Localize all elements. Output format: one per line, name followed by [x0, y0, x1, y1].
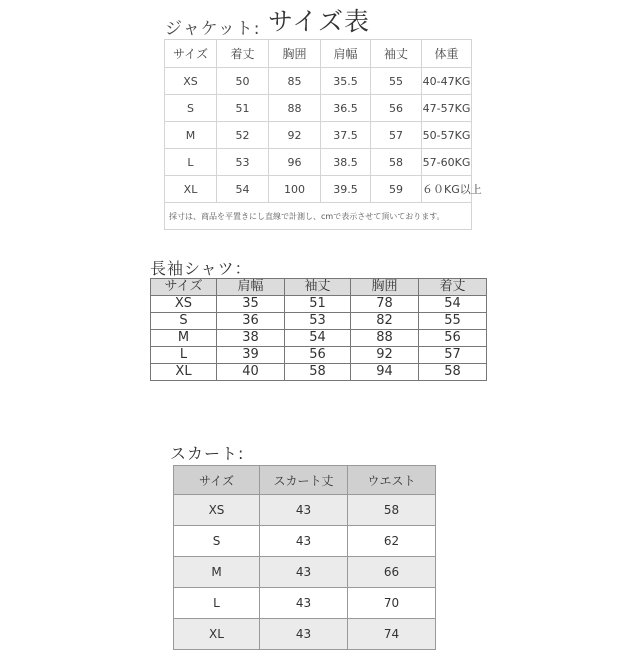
table-cell: 56 — [285, 347, 351, 364]
table-cell: 56 — [419, 330, 487, 347]
table-row — [151, 313, 487, 330]
table-cell: 62 — [348, 526, 436, 557]
skirt-size-table — [173, 465, 436, 650]
table-cell: L — [165, 149, 217, 176]
table-cell: 40 — [217, 364, 285, 381]
table-cell: 37.5 — [321, 122, 371, 149]
table-cell: 54 — [419, 296, 487, 313]
table-cell: 94 — [351, 364, 419, 381]
table-cell: XS — [174, 495, 260, 526]
table-row — [174, 588, 436, 619]
table-cell: 56 — [371, 95, 422, 122]
table-cell: XL — [165, 176, 217, 203]
jacket-label: ジャケット: — [165, 19, 261, 39]
table-cell: 43 — [260, 526, 348, 557]
table-row — [174, 526, 436, 557]
table-row — [151, 296, 487, 313]
table-cell: 53 — [285, 313, 351, 330]
table-row — [174, 619, 436, 650]
table-cell: 50-57KG — [422, 122, 472, 149]
shirt-size-table — [150, 278, 487, 381]
table-cell: 70 — [348, 588, 436, 619]
table-cell: 59 — [371, 176, 422, 203]
table-cell: L — [151, 347, 217, 364]
table-cell: 57 — [371, 122, 422, 149]
table-cell: M — [174, 557, 260, 588]
table-cell: 78 — [351, 296, 419, 313]
table-row — [165, 122, 472, 149]
table-cell: S — [165, 95, 217, 122]
table-cell: M — [151, 330, 217, 347]
table-cell: 38 — [217, 330, 285, 347]
header-cell: 肩幅 — [217, 279, 285, 296]
table-note-row — [165, 203, 472, 230]
table-cell: 74 — [348, 619, 436, 650]
table-cell: XL — [151, 364, 217, 381]
table-cell: S — [151, 313, 217, 330]
table-row — [165, 176, 472, 203]
size-chart-title: サイズ表 — [268, 7, 371, 36]
table-cell: 100 — [269, 176, 321, 203]
header-cell: 体重 — [422, 40, 472, 68]
table-cell: 58 — [285, 364, 351, 381]
table-cell: L — [174, 588, 260, 619]
table-cell: 55 — [419, 313, 487, 330]
table-row — [174, 557, 436, 588]
table-cell: 58 — [371, 149, 422, 176]
table-cell: 54 — [217, 176, 269, 203]
table-cell: 35.5 — [321, 68, 371, 95]
table-cell: ６０KG以上 — [422, 176, 472, 203]
table-row — [151, 364, 487, 381]
table-header-row — [151, 279, 487, 296]
table-cell: 92 — [269, 122, 321, 149]
skirt-label: スカート: — [170, 444, 245, 463]
table-cell: 35 — [217, 296, 285, 313]
table-cell: M — [165, 122, 217, 149]
measurement-note: 採寸は、商品を平置きにし直線で計測し、cmで表示させて頂いております。 — [165, 203, 472, 230]
table-row — [165, 68, 472, 95]
table-cell: 39 — [217, 347, 285, 364]
table-cell: 92 — [351, 347, 419, 364]
header-cell: 肩幅 — [321, 40, 371, 68]
table-cell: 43 — [260, 588, 348, 619]
table-cell: 85 — [269, 68, 321, 95]
header-cell: サイズ — [151, 279, 217, 296]
table-cell: 58 — [419, 364, 487, 381]
table-cell: 53 — [217, 149, 269, 176]
table-cell: 54 — [285, 330, 351, 347]
table-cell: 66 — [348, 557, 436, 588]
table-cell: XS — [151, 296, 217, 313]
table-cell: 57-60KG — [422, 149, 472, 176]
header-cell: スカート丈 — [260, 466, 348, 495]
table-cell: 55 — [371, 68, 422, 95]
shirt-label: 長袖シャツ： — [150, 259, 252, 278]
table-cell: 43 — [260, 495, 348, 526]
table-cell: 39.5 — [321, 176, 371, 203]
table-cell: 96 — [269, 149, 321, 176]
header-cell: ウエスト — [348, 466, 436, 495]
header-cell: サイズ — [174, 466, 260, 495]
table-cell: 47-57KG — [422, 95, 472, 122]
table-cell: 51 — [217, 95, 269, 122]
header-cell: 袖丈 — [285, 279, 351, 296]
header-cell: 胸囲 — [269, 40, 321, 68]
header-cell: サイズ — [165, 40, 217, 68]
table-cell: 52 — [217, 122, 269, 149]
table-header-row — [165, 40, 472, 68]
header-cell: 袖丈 — [371, 40, 422, 68]
header-cell: 着丈 — [217, 40, 269, 68]
table-cell: XL — [174, 619, 260, 650]
table-header-row — [174, 466, 436, 495]
table-cell: 88 — [269, 95, 321, 122]
table-cell: 88 — [351, 330, 419, 347]
table-cell: 43 — [260, 557, 348, 588]
table-cell: XS — [165, 68, 217, 95]
table-row — [174, 495, 436, 526]
table-cell: 51 — [285, 296, 351, 313]
table-row — [165, 95, 472, 122]
table-row — [165, 149, 472, 176]
header-cell: 着丈 — [419, 279, 487, 296]
table-cell: 58 — [348, 495, 436, 526]
table-cell: 38.5 — [321, 149, 371, 176]
table-row — [151, 330, 487, 347]
table-cell: 50 — [217, 68, 269, 95]
table-cell: S — [174, 526, 260, 557]
table-cell: 36 — [217, 313, 285, 330]
jacket-size-table — [164, 39, 482, 230]
table-row — [151, 347, 487, 364]
table-cell: 57 — [419, 347, 487, 364]
table-cell: 36.5 — [321, 95, 371, 122]
table-cell: 43 — [260, 619, 348, 650]
table-cell: 40-47KG — [422, 68, 472, 95]
header-cell: 胸囲 — [351, 279, 419, 296]
table-cell: 82 — [351, 313, 419, 330]
